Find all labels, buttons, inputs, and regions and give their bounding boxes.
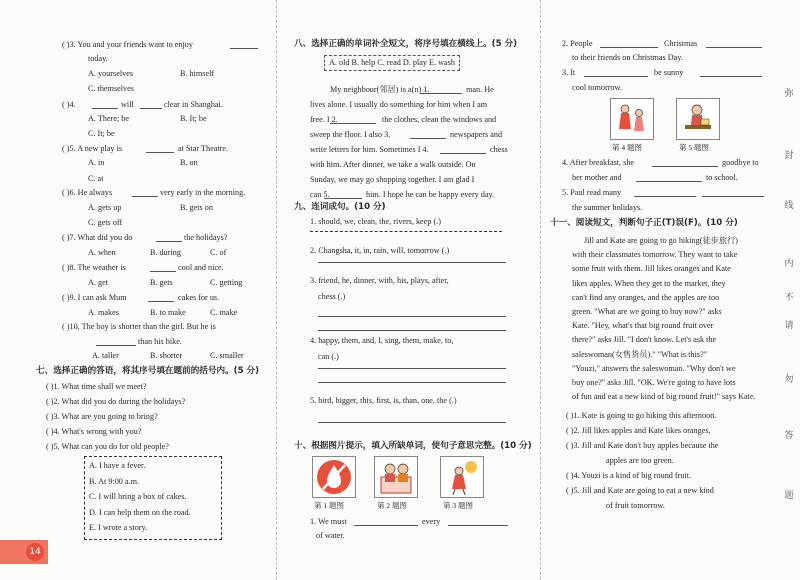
picture-caption-q2: 第 2 题图 <box>377 501 407 510</box>
passage-line: write letters for him. Sometimes I 4. <box>310 145 429 154</box>
seal-line-char: 答 <box>784 431 794 441</box>
q5-text-a: 5. Paul read many <box>562 188 622 197</box>
q1-blank-2[interactable] <box>448 525 508 526</box>
picture-q2 <box>374 456 418 498</box>
q2-blank-2[interactable] <box>706 47 762 48</box>
answer-blank[interactable] <box>132 196 158 197</box>
q3-text-c: cool tomorrow. <box>572 83 622 92</box>
judgement-statement: apples are too green. <box>606 456 674 465</box>
answer-blank[interactable] <box>156 241 182 242</box>
q1-text-b: every <box>422 517 441 526</box>
answer-blank[interactable] <box>230 48 258 49</box>
question-line: at Star Theatre. <box>178 144 229 153</box>
question-line: ( )3. You and your friends want to enjoy <box>62 40 193 49</box>
reading-line: there?" asks Jill. "I don't know. Let's ask the <box>572 335 717 345</box>
seal-line-char: 封 <box>784 151 794 161</box>
section9-item: 3. friend, he, dinner, with, his, plays, after, <box>310 276 449 285</box>
section9-item: 4. happy, them, and, I, sing, them, make, to, <box>310 336 454 345</box>
section7-options-box <box>84 456 222 540</box>
question-line: C. gets off <box>88 218 123 227</box>
question-line: A. makes <box>88 308 119 317</box>
question-line: ( )8. The weather is <box>62 263 126 272</box>
passage-line: Sunday, we may go shopping together. I am glad I <box>310 175 475 184</box>
page-number: 14 <box>26 543 44 561</box>
section9-item: 1. should, we, clean, the, rivers, keep (.) <box>310 217 441 226</box>
picture-q4 <box>610 98 654 140</box>
question-line: ( )10. The boy is shorter than the girl. But he is <box>62 322 216 331</box>
question-line: B. shorter <box>150 351 183 360</box>
answer-blank[interactable] <box>324 198 362 199</box>
passage-line: newspapers and <box>450 130 503 139</box>
section7-question: ( )3. What are you going to bring? <box>46 412 158 421</box>
picture-q5 <box>676 98 720 140</box>
question-line: A. gets up <box>88 203 122 212</box>
question-line: C. at <box>88 174 104 183</box>
question-line: ( )6. He always <box>62 188 113 197</box>
question-line: ( )5. A new play is <box>62 144 123 153</box>
column-divider <box>276 0 277 580</box>
reading-line: "Youzi," answers the saleswoman. "Why don't we <box>572 363 736 373</box>
question-line: B. gets on <box>180 203 213 212</box>
q4-blank-1[interactable] <box>652 166 718 167</box>
section9-title: 九、连词成句。(10 分) <box>294 202 386 212</box>
q3-blank-1[interactable] <box>584 76 648 77</box>
q5-blank-1[interactable] <box>634 196 696 197</box>
passage-line: chess <box>490 145 508 154</box>
answer-line[interactable] <box>318 368 506 369</box>
question-line: clear in Shanghai. <box>164 100 223 109</box>
question-line: A. There; be <box>88 114 129 123</box>
question-line: B. during <box>150 248 181 257</box>
answer-blank[interactable] <box>330 123 376 124</box>
answer-blank[interactable] <box>146 152 174 153</box>
passage-line: can 5. <box>310 190 330 199</box>
seal-line-char: 勿 <box>784 375 794 385</box>
question-line: the holidays? <box>184 233 228 242</box>
section7-option: C. I will bring a box of cakes. <box>89 492 187 501</box>
answer-blank[interactable] <box>410 138 446 139</box>
question-line: cool and nice. <box>178 263 224 272</box>
answer-blank[interactable] <box>150 271 176 272</box>
answer-blank[interactable] <box>148 301 174 302</box>
judgement-statement: of fruit tomorrow. <box>606 501 665 510</box>
judgement-statement: ( )2. Jill likes apples and Kate likes oranges. <box>566 426 711 435</box>
section11-title: 十一、阅读短文，判断句子正(T)误(F)。(10 分) <box>550 218 738 228</box>
section10-title: 十、根据图片提示，填入所缺单词，使句子意思完整。(10 分) <box>294 441 532 451</box>
question-line: cakes for us. <box>178 293 220 302</box>
passage-line: My neighbour(邻居) is a(n) 1. <box>330 85 430 94</box>
question-line: A. get <box>88 278 109 287</box>
question-line: C. themselves <box>88 84 134 93</box>
section8-title: 八、选择正确的单词补全短文，将序号填在横线上。(5 分) <box>294 39 518 49</box>
section7-question: ( )5. What can you do for old people? <box>46 442 169 451</box>
reading-line: some fruit with them. Jill likes oranges and Kate <box>572 264 731 274</box>
q2-blank-1[interactable] <box>600 47 658 48</box>
passage-line: him. I hope he can be happy every day. <box>366 190 495 199</box>
q3-text-a: 3. It <box>562 68 576 77</box>
question-line: today. <box>88 54 108 63</box>
reading-line: can't find any oranges, and the apples are too <box>572 292 720 302</box>
section7-option: B. At 9:00 a.m. <box>89 476 140 486</box>
question-line: ( )4. <box>62 100 76 109</box>
seal-line-char: 题 <box>784 491 794 501</box>
q5-blank-2[interactable] <box>702 196 764 197</box>
q2-text-a: 2. People <box>562 39 593 48</box>
question-line: very early in the morning. <box>160 188 246 197</box>
q1-blank-1[interactable] <box>354 525 418 526</box>
question-line: will <box>121 100 134 109</box>
section7-option: A. I have a fever. <box>89 461 146 470</box>
answer-blank[interactable] <box>96 345 136 346</box>
answer-blank[interactable] <box>440 153 486 154</box>
section9-item: chess (.) <box>318 292 346 301</box>
question-line: B. himself <box>180 69 215 78</box>
picture-caption-q3: 第 3 题图 <box>443 501 473 510</box>
judgement-statement: ( )5. Jill and Kate are going to eat a new kind <box>566 486 714 495</box>
picture-caption-q1: 第 1 题图 <box>314 501 344 510</box>
column-divider <box>540 0 541 580</box>
picture-q3 <box>440 456 484 498</box>
seal-line-char: 请 <box>784 321 794 331</box>
q4-text-d: to school. <box>706 173 738 182</box>
q2-text-b: Christmas <box>664 39 698 48</box>
section7-question: ( )1. What time shall we meet? <box>46 382 147 391</box>
question-line: A. taller <box>92 351 119 360</box>
section9-item: can (.) <box>318 352 339 361</box>
picture-q1 <box>312 456 356 498</box>
question-line: B. to make <box>150 308 186 317</box>
section7-question: ( )4. What's wrong with you? <box>46 427 142 436</box>
passage-line: sweep the floor. I also 3. <box>310 130 391 139</box>
question-line: C. smaller <box>210 351 244 360</box>
reading-line: Jill and Kate are going to go hiking(徒步旅行) <box>584 236 738 245</box>
q3-blank-2[interactable] <box>700 76 762 77</box>
seal-line-char: 内 <box>784 259 794 269</box>
q1-text-c: of water. <box>316 531 345 540</box>
section9-item: 2. Changsha, it, in, rain, will, tomorrow (.) <box>310 246 450 255</box>
answer-line[interactable] <box>310 231 502 232</box>
answer-blank[interactable] <box>92 108 118 109</box>
q4-blank-2[interactable] <box>636 181 702 182</box>
reading-line: likes apples. When they get to the market, they <box>572 278 726 288</box>
section7-title: 七、选择正确的答语，将其序号填在题前的括号内。(5 分) <box>36 366 260 376</box>
section7-question: ( )2. What did you do during the holidays? <box>46 397 186 406</box>
seal-line-char: 不 <box>784 293 794 303</box>
question-line: B. It; be <box>180 114 207 123</box>
page-number-badge <box>0 540 48 564</box>
answer-line[interactable] <box>318 262 506 263</box>
judgement-statement: ( )4. Youzi is a kind of big round fruit. <box>566 471 692 480</box>
passage-line: free. I 2. <box>310 115 338 124</box>
seal-line-char: 线 <box>784 201 794 211</box>
reading-line: Kate. "Hey, what's that big round fruit over <box>572 321 714 331</box>
passage-line: man. He <box>466 85 494 94</box>
answer-blank[interactable] <box>420 93 462 94</box>
question-line: A. yourselves <box>88 69 134 78</box>
q4-text-c: her mother and <box>572 173 622 182</box>
q4-text-a: 4. After breakfast, she <box>562 158 635 167</box>
question-line: C. getting <box>210 278 243 287</box>
passage-line: lives alone. I usually do something for him when I am <box>310 100 488 109</box>
word-bank: A. old B. help C. read D. play E. wash <box>324 55 460 71</box>
reading-line: buy one?" asks Jill. "OK. We're going to have lots <box>572 378 736 387</box>
question-line: C. make <box>210 308 238 317</box>
reading-line: saleswoman(女售货员)." "What is this?" <box>572 349 708 359</box>
answer-line[interactable] <box>318 316 506 317</box>
answer-line[interactable] <box>318 422 506 423</box>
q2-text-c: to their friends on Christmas Day. <box>572 53 683 62</box>
question-line: than his bike. <box>138 337 182 346</box>
seal-line-char: 弥 <box>784 89 794 99</box>
question-line: B. gets <box>150 278 173 287</box>
question-line: C. of <box>210 248 227 257</box>
question-line: C. It; be <box>88 129 115 138</box>
q1-text-a: 1. We must <box>310 517 347 526</box>
section9-item: 5. bird, bigger, this, first, is, than, one, the (.) <box>310 396 457 405</box>
judgement-statement: ( )1. Kate is going to go hiking this afternoon. <box>566 411 717 420</box>
q5-text-b: the summer holidays. <box>572 203 643 212</box>
question-line: A. in <box>88 158 105 167</box>
answer-blank[interactable] <box>140 108 162 109</box>
judgement-statement: ( )3. Jill and Kate don't buy apples because the <box>566 441 719 450</box>
passage-line: the clothes, clean the windows and <box>382 115 497 124</box>
answer-line[interactable] <box>318 330 506 331</box>
picture-caption-q5: 第 5 题图 <box>679 143 709 152</box>
reading-line: green. "What are we going to buy now?" asks <box>572 307 722 316</box>
section7-option: D. I can help them on the road. <box>89 507 191 517</box>
answer-line[interactable] <box>318 382 506 383</box>
picture-caption-q4: 第 4 题图 <box>612 143 642 152</box>
question-line: A. when <box>88 248 116 257</box>
question-line: ( )7. What did you do <box>62 233 133 242</box>
q4-text-b: goodbye to <box>722 158 759 167</box>
reading-line: with their classmates tomorrow. They want to take <box>572 250 738 260</box>
q3-text-b: be sunny <box>654 68 684 77</box>
section7-option: E. I wrote a story. <box>89 523 148 532</box>
reading-line: of fun and eat a new kind of big round fruit!" says Kate. <box>572 392 756 402</box>
question-line: ( )9. I can ask Mum <box>62 293 127 302</box>
question-line: B. on <box>180 158 198 167</box>
passage-line: with him. After dinner, we take a walk outside. On <box>310 160 476 169</box>
